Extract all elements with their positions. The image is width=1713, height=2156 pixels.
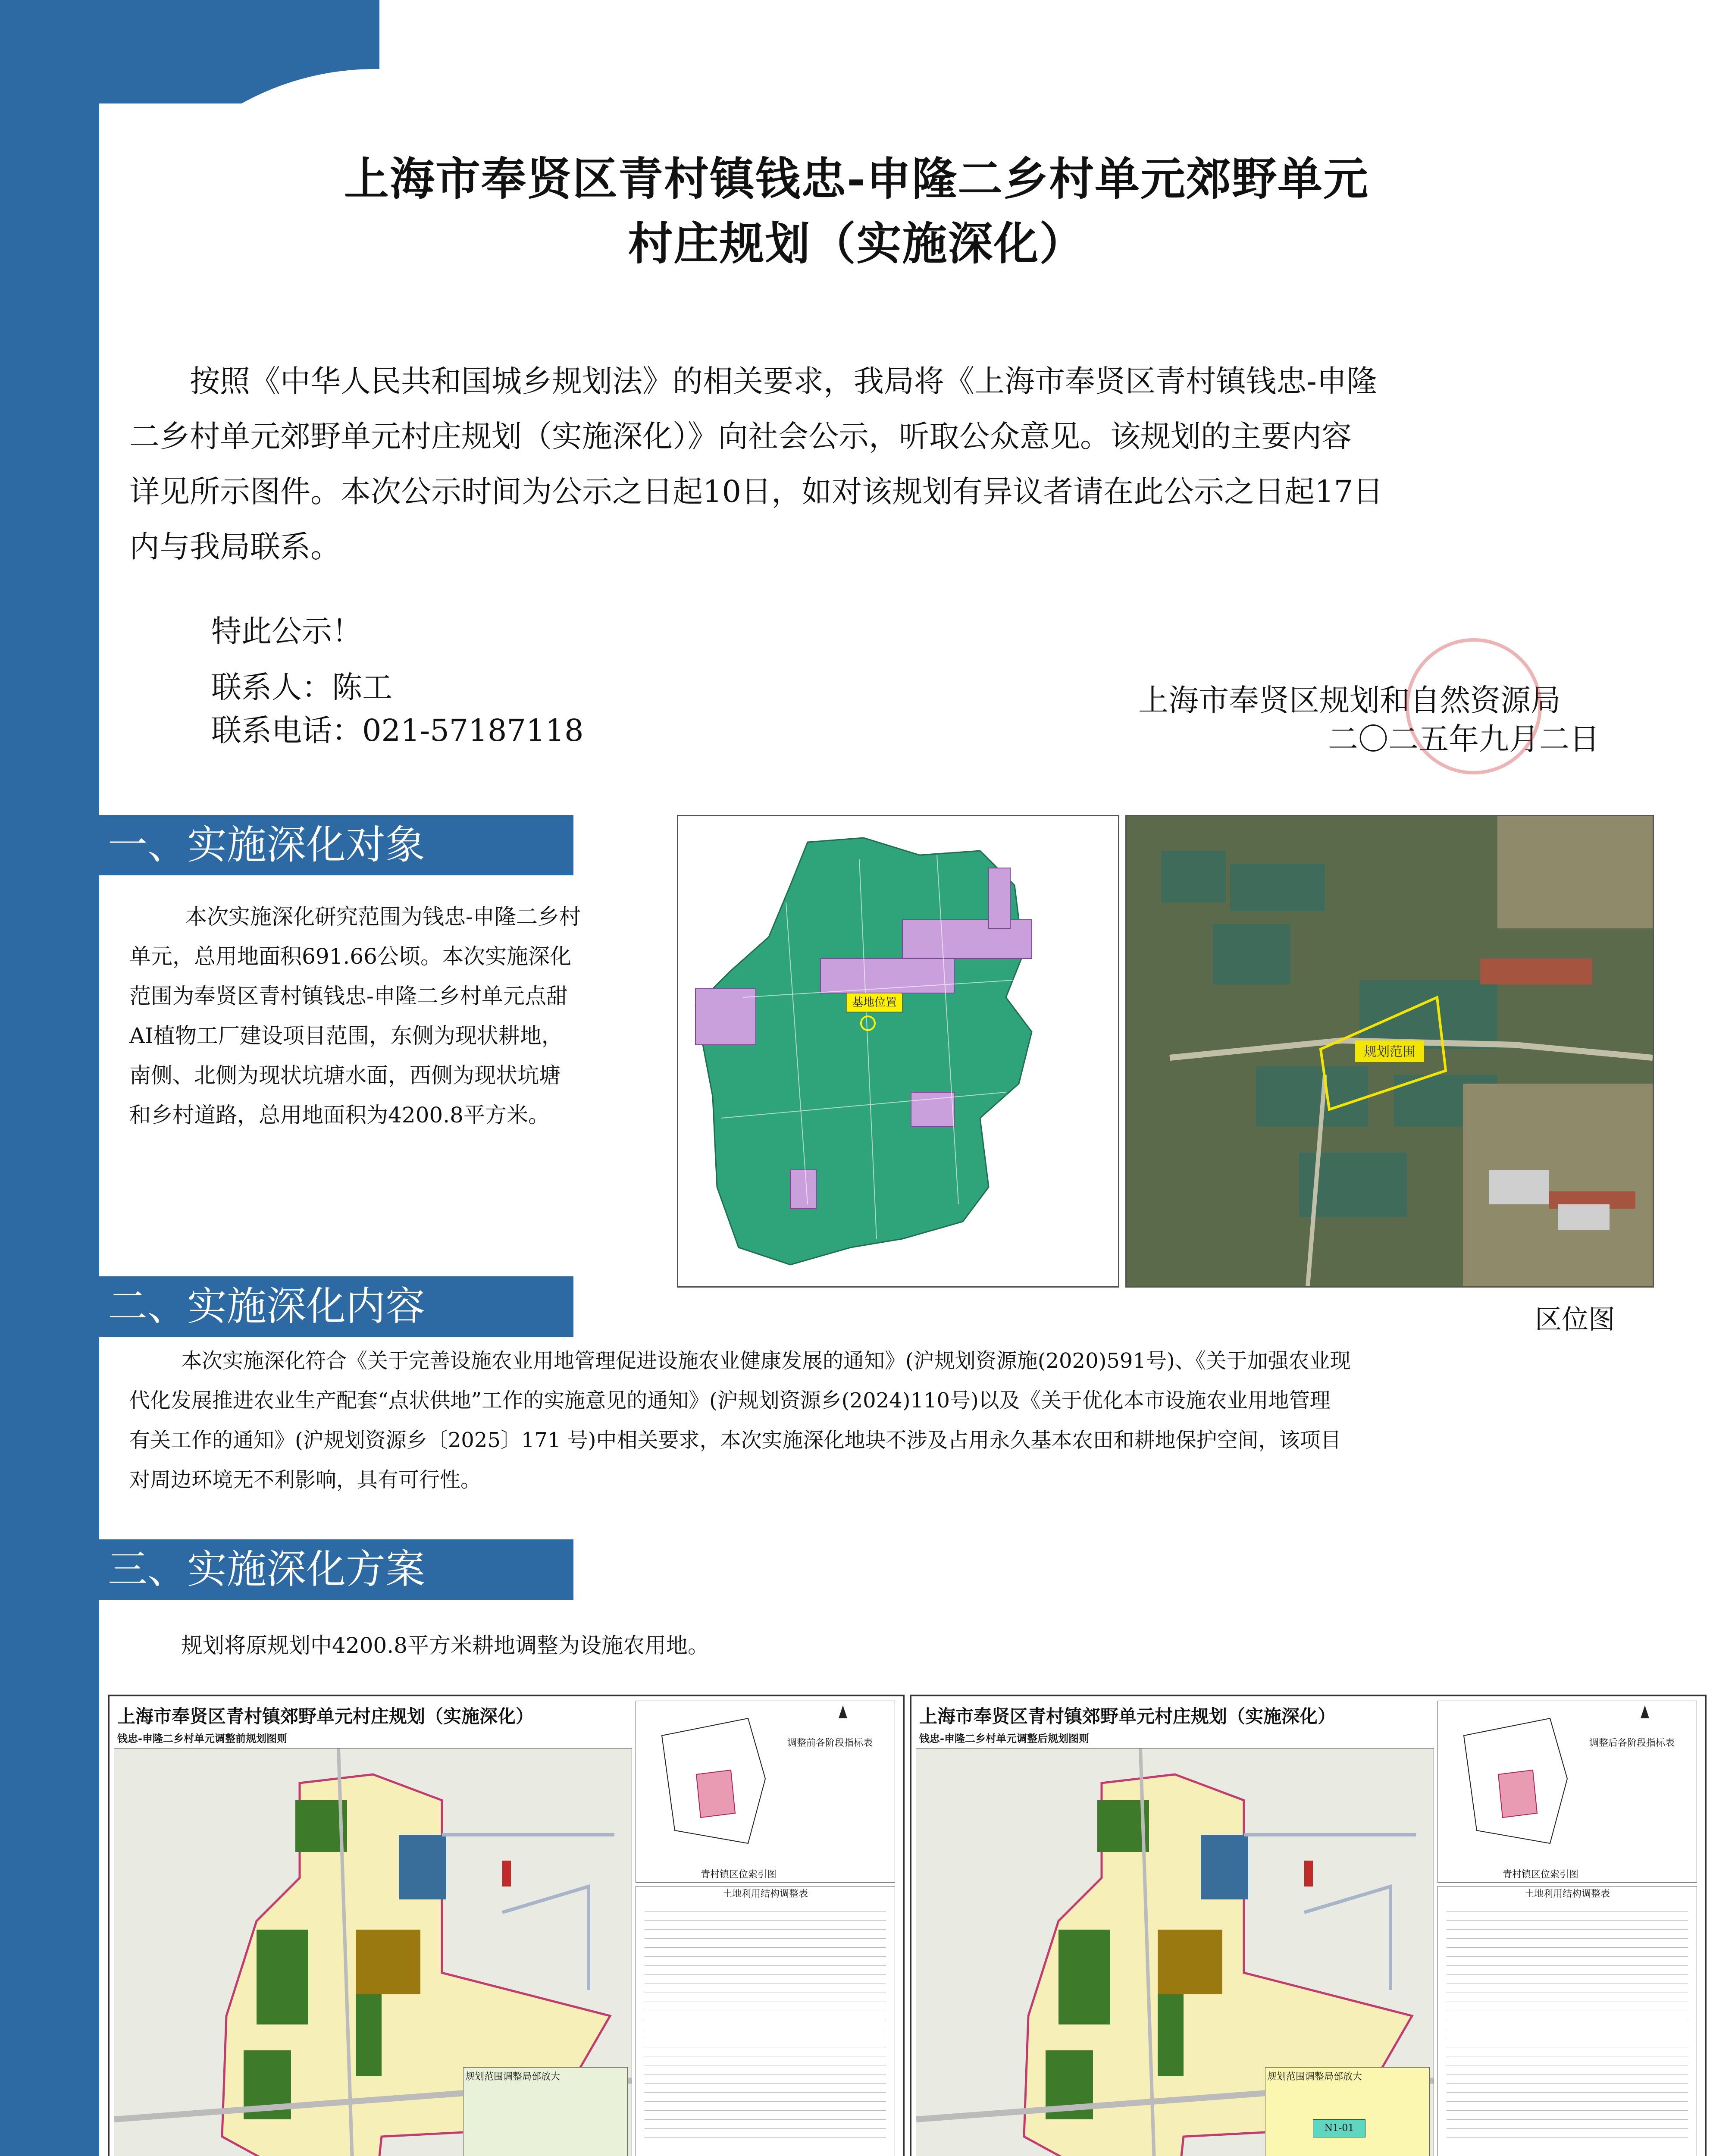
plan-subtitle: 钱忠-申隆二乡村单元调整后规划图则: [919, 1732, 1089, 1745]
notice-text: 特此公示！: [211, 614, 362, 649]
section1-line: 范围为奉贤区青村镇钱忠-申隆二乡村单元点甜: [129, 984, 568, 1009]
page-title-line1: 上海市奉贤区青村镇钱忠-申隆二乡村单元郊野单元: [344, 152, 1369, 205]
official-seal: [1406, 638, 1542, 774]
section1-line: 本次实施深化研究范围为钱忠-申隆二乡村: [185, 904, 581, 929]
locator-graphic: [1438, 1701, 1697, 1856]
section3-heading: 三、实施深化方案: [99, 1539, 573, 1600]
intro-line: 二乡村单元郊野单元村庄规划（实施深化）》向社会公示，听取公众意见。该规划的主要内容: [129, 419, 1352, 454]
locator-caption: 青村镇区位索引图: [701, 1869, 777, 1880]
section1-line: AI植物工厂建设项目范围，东侧为现状耕地，: [129, 1023, 563, 1048]
locator-caption: 青村镇区位索引图: [1503, 1869, 1579, 1880]
base-location-label: 基地位置: [852, 996, 897, 1009]
plan-title: 上海市奉贤区青村镇郊野单元村庄规划（实施深化）: [919, 1706, 1336, 1727]
intro-paragraph: [129, 354, 1647, 574]
section1-line: 单元，总用地面积691.66公顷。本次实施深化: [129, 944, 571, 969]
section1-heading: 一、实施深化对象: [99, 815, 573, 875]
section2-heading: 二、实施深化内容: [99, 1276, 573, 1337]
intro-line: 详见所示图件。本次公示时间为公示之日起10日，如对该规划有异议者请在此公示之日起17日: [129, 474, 1384, 509]
section2-line: 有关工作的通知》(沪规划资源乡〔2025〕171 号)中相关要求，本次实施深化地块不涉及占用永久基本农田和耕地保护空间，该项目: [129, 1428, 1341, 1452]
page-title-line2: 村庄规划（实施深化）: [628, 217, 1085, 270]
section2-line: 对周边环境无不利影响，具有可行性。: [129, 1468, 482, 1492]
satellite-graphic: [1127, 816, 1653, 1286]
plan-title: 上海市奉贤区青村镇郊野单元村庄规划（实施深化）: [117, 1706, 534, 1727]
table2-title: 土地利用结构调整表: [1524, 1889, 1610, 1899]
table2-grid: [645, 1902, 886, 2144]
planning-range-label: 规划范围: [1364, 1044, 1415, 1059]
inset-map: [463, 2067, 628, 2156]
location-map-caption: 区位图: [1535, 1304, 1616, 1335]
land-use-table: [1437, 1886, 1697, 2156]
left-blue-band: [0, 0, 99, 2156]
section1-line: 和乡村道路，总用地面积为4200.8平方米。: [129, 1103, 550, 1128]
section1-line: 南侧、北侧为现状坑塘水面，西侧为现状坑塘: [129, 1063, 561, 1088]
intro-line: 按照《中华人民共和国城乡规划法》的相关要求，我局将《上海市奉贤区青村镇钱忠-申隆: [190, 364, 1377, 399]
locator-panel: [636, 1701, 895, 1883]
table1-title: 调整后各阶段指标表: [1589, 1738, 1675, 1749]
inset-label: 规划范围调整局部放大: [1267, 2071, 1362, 2082]
location-map-graphic: [678, 816, 1118, 1286]
plan-before: [108, 1695, 905, 2156]
location-map: [677, 815, 1119, 1288]
plan-after: [910, 1695, 1707, 2156]
issuer-name: 上海市奉贤区规划和自然资源局: [1138, 683, 1561, 718]
locator-panel: [1437, 1701, 1697, 1883]
section2-line: 本次实施深化符合《关于完善设施农业用地管理促进设施农业健康发展的通知》(沪规划资源施(2020)591号)、《关于加强农业现: [181, 1349, 1351, 1373]
section2-text: [129, 1341, 1673, 1500]
inset-label: 规划范围调整局部放大: [465, 2071, 561, 2082]
table2-title: 土地利用结构调整表: [722, 1889, 808, 1899]
inset-map: [1265, 2067, 1430, 2156]
satellite-image: [1125, 815, 1654, 1288]
locator-graphic: [636, 1701, 895, 1856]
section3-text: 规划将原规划中4200.8平方米耕地调整为设施农用地。: [181, 1633, 709, 1658]
section1-text: [129, 897, 690, 1135]
plan-subtitle: 钱忠-申隆二乡村单元调整前规划图则: [117, 1732, 287, 1745]
contact-person: 联系人：陈工: [211, 670, 392, 705]
table2-grid: [1447, 1902, 1688, 2144]
section2-line: 代化发展推进农业生产配套“点状供地”工作的实施意见的通知》(沪规划资源乡(2024)110号)以及《关于优化本市设施农业用地管理: [129, 1388, 1331, 1413]
contact-phone: 联系电话：021-57187118: [211, 713, 584, 748]
issue-date: 二〇二五年九月二日: [1328, 721, 1600, 757]
land-use-table: [636, 1886, 895, 2156]
intro-line: 内与我局联系。: [129, 529, 341, 564]
inset-plot-label: N1-01: [1313, 2119, 1365, 2137]
table1-title: 调整前各阶段指标表: [787, 1738, 873, 1749]
